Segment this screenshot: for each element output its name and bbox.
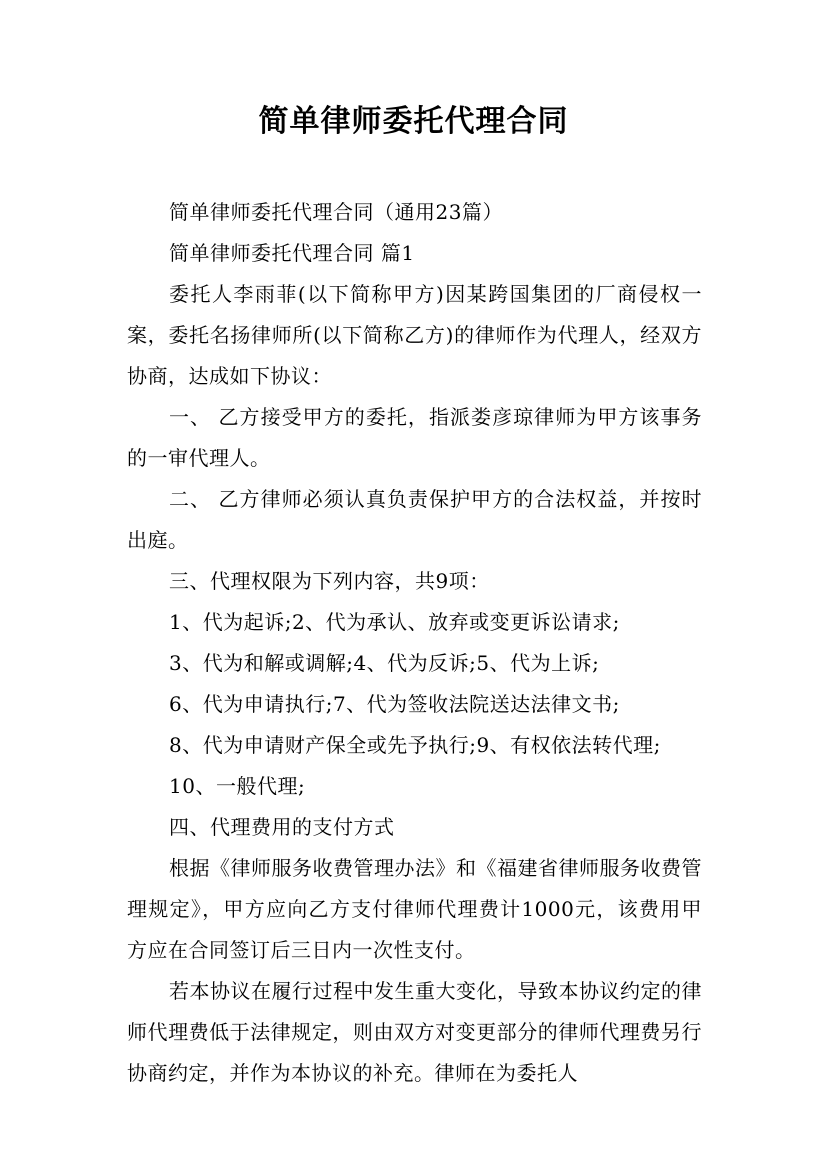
paragraph-authority-1: 1、代为起诉;2、代为承认、放弃或变更诉讼请求; [169, 610, 620, 634]
paragraph-authority-5: 10、一般代理; [169, 774, 306, 798]
document-body [127, 192, 702, 1094]
paragraph-section-heading: 简单律师委托代理合同 篇1 [169, 241, 415, 265]
paragraph-authority-3: 6、代为申请执行;7、代为签收法院送达法律文书; [169, 692, 620, 716]
paragraph-clause-3: 三、代理权限为下列内容，共9项： [169, 569, 490, 593]
paragraph-fee-change: 若本协议在履行过程中发生重大变化，导致本协议约定的律师代理费低于法律规定，则由双方对变更部分的律师代理费另行协商约定，并作为本协议的补充。律师在为委托人 [127, 979, 702, 1085]
paragraph-collection-heading: 简单律师委托代理合同（通用23篇） [169, 200, 503, 224]
paragraph-clause-2: 二、 乙方律师必须认真负责保护甲方的合法权益，并按时出庭。 [127, 487, 702, 552]
paragraph-intro: 委托人李雨菲(以下简称甲方)因某跨国集团的厂商侵权一案，委托名扬律师所(以下简称乙方)的律师作为代理人，经双方协商，达成如下协议： [127, 282, 702, 388]
paragraph-clause-1: 一、 乙方接受甲方的委托，指派娄彦琼律师为甲方该事务的一审代理人。 [127, 405, 702, 470]
paragraph-authority-2: 3、代为和解或调解;4、代为反诉;5、代为上诉; [169, 651, 600, 675]
paragraph-fee-basis: 根据《律师服务收费管理办法》和《福建省律师服务收费管理规定》，甲方应向乙方支付律师代理费计1000元，该费用甲方应在合同签订后三日内一次性支付。 [127, 856, 702, 962]
document-title: 简单律师委托代理合同 [258, 104, 569, 139]
paragraph-clause-4: 四、代理费用的支付方式 [169, 815, 395, 839]
paragraph-authority-4: 8、代为申请财产保全或先予执行;9、有权依法转代理; [169, 733, 661, 757]
